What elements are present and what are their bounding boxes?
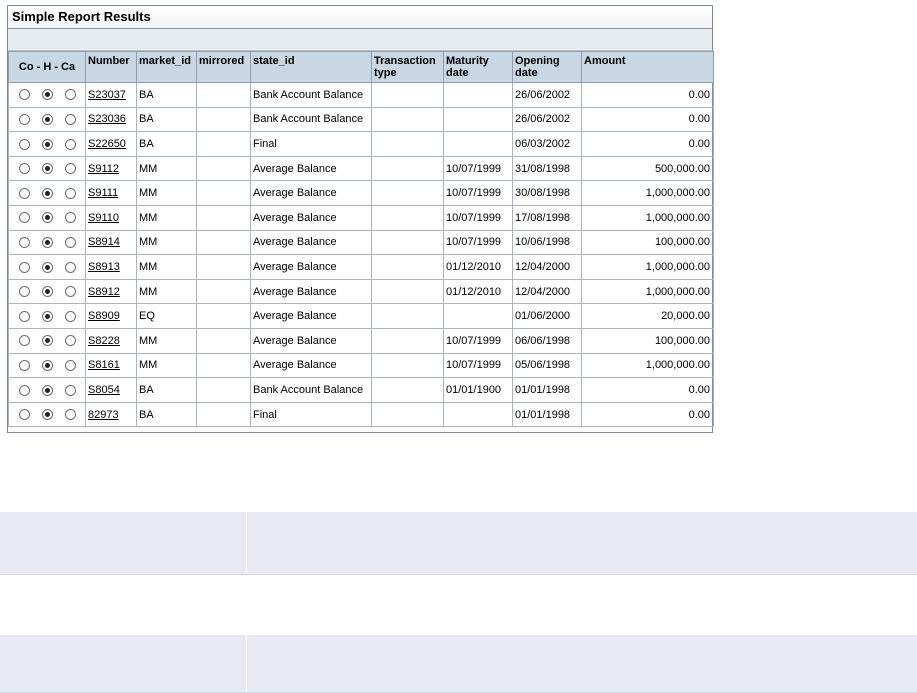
radio-h[interactable] — [42, 335, 53, 346]
radio-ca[interactable] — [65, 212, 76, 223]
opening-date-cell: 30/08/1998 — [513, 181, 582, 206]
transaction-type-cell — [372, 328, 444, 353]
radio-co[interactable] — [19, 163, 30, 174]
co-h-ca-radio-group — [9, 181, 86, 206]
state-id-cell: Average Balance — [251, 156, 372, 181]
maturity-date-cell — [444, 402, 513, 427]
mirrored-cell — [197, 107, 251, 132]
radio-ca[interactable] — [65, 89, 76, 100]
co-h-ca-radio-group — [9, 205, 86, 230]
opening-date-cell: 26/06/2002 — [513, 107, 582, 132]
radio-co[interactable] — [19, 114, 30, 125]
table-row — [9, 353, 714, 378]
radio-h[interactable] — [42, 360, 53, 371]
column-header-maturity-date: Maturity date — [444, 52, 513, 83]
maturity-date-cell: 10/07/1999 — [444, 205, 513, 230]
transaction-type-cell — [372, 304, 444, 329]
table-header-row — [9, 52, 714, 83]
radio-co[interactable] — [19, 237, 30, 248]
radio-h[interactable] — [42, 163, 53, 174]
deal-number-link[interactable]: S8909 — [88, 310, 120, 323]
number-cell — [86, 279, 137, 304]
maturity-date-cell: 10/07/1999 — [444, 353, 513, 378]
maturity-date-cell: 10/07/1999 — [444, 328, 513, 353]
radio-ca[interactable] — [65, 311, 76, 322]
radio-ca[interactable] — [65, 409, 76, 420]
radio-h[interactable] — [42, 89, 53, 100]
number-cell — [86, 107, 137, 132]
co-h-ca-radio-group — [9, 378, 86, 403]
table-row — [9, 181, 714, 206]
column-header-transaction-type: Transaction type — [372, 52, 444, 83]
mirrored-cell — [197, 132, 251, 157]
opening-date-cell: 06/06/1998 — [513, 328, 582, 353]
number-cell — [86, 328, 137, 353]
table-row — [9, 304, 714, 329]
radio-ca[interactable] — [65, 262, 76, 273]
deal-number-link[interactable]: S23037 — [88, 88, 126, 101]
deal-number-link[interactable]: S9111 — [88, 187, 119, 200]
report-panel — [7, 5, 713, 433]
maturity-date-cell — [444, 132, 513, 157]
amount-cell: 1,000,000.00 — [582, 255, 714, 280]
opening-date-cell: 01/01/1998 — [513, 402, 582, 427]
deal-number-link[interactable]: 82973 — [88, 408, 119, 421]
mirrored-cell — [197, 230, 251, 255]
state-id-cell: Average Balance — [251, 181, 372, 206]
state-id-cell: Average Balance — [251, 353, 372, 378]
market-id-cell: MM — [137, 353, 197, 378]
state-id-cell: Bank Account Balance — [251, 83, 372, 108]
mirrored-cell — [197, 328, 251, 353]
amount-cell: 1,000,000.00 — [582, 181, 714, 206]
radio-h[interactable] — [42, 212, 53, 223]
state-id-cell: Average Balance — [251, 328, 372, 353]
transaction-type-cell — [372, 353, 444, 378]
radio-co[interactable] — [19, 212, 30, 223]
mirrored-cell — [197, 279, 251, 304]
number-cell — [86, 304, 137, 329]
table-row — [9, 83, 714, 108]
transaction-type-cell — [372, 255, 444, 280]
radio-ca[interactable] — [65, 335, 76, 346]
number-cell — [86, 255, 137, 280]
column-header-opening-date: Opening date — [513, 52, 582, 83]
number-cell — [86, 353, 137, 378]
transaction-type-cell — [372, 132, 444, 157]
maturity-date-cell: 10/07/1999 — [444, 230, 513, 255]
radio-co[interactable] — [19, 262, 30, 273]
radio-co[interactable] — [19, 360, 30, 371]
number-cell — [86, 83, 137, 108]
market-id-cell: MM — [137, 328, 197, 353]
radio-co[interactable] — [19, 409, 30, 420]
results-table — [8, 51, 714, 427]
radio-h[interactable] — [42, 114, 53, 125]
table-row — [9, 378, 714, 403]
report-toolbar-strip — [8, 29, 712, 51]
amount-cell: 0.00 — [582, 83, 714, 108]
transaction-type-cell — [372, 83, 444, 108]
deal-number-link[interactable]: S8913 — [88, 260, 120, 273]
mirrored-cell — [197, 378, 251, 403]
radio-co[interactable] — [19, 188, 30, 199]
state-id-cell: Final — [251, 132, 372, 157]
info-bar-divider — [246, 635, 247, 692]
amount-cell: 1,000,000.00 — [582, 353, 714, 378]
radio-ca[interactable] — [65, 385, 76, 396]
radio-ca[interactable] — [65, 286, 76, 297]
maturity-date-cell: 01/01/1900 — [444, 378, 513, 403]
amount-cell: 0.00 — [582, 378, 714, 403]
table-row — [9, 156, 714, 181]
opening-date-cell: 12/04/2000 — [513, 255, 582, 280]
transaction-type-cell — [372, 230, 444, 255]
opening-date-cell: 01/01/1998 — [513, 378, 582, 403]
transaction-type-cell — [372, 156, 444, 181]
table-row — [9, 205, 714, 230]
info-bar-divider — [246, 512, 247, 574]
transaction-type-cell — [372, 402, 444, 427]
amount-cell: 100,000.00 — [582, 328, 714, 353]
number-cell — [86, 402, 137, 427]
column-header-co-h-ca: Co - H - Ca — [9, 52, 86, 83]
radio-co[interactable] — [19, 335, 30, 346]
deal-number-link[interactable]: S8054 — [88, 383, 120, 396]
amount-cell: 0.00 — [582, 402, 714, 427]
market-id-cell: EQ — [137, 304, 197, 329]
deal-number-link[interactable]: S9110 — [88, 211, 119, 224]
report-title: Simple Report Results — [8, 6, 712, 29]
radio-h[interactable] — [42, 188, 53, 199]
number-cell — [86, 181, 137, 206]
table-row — [9, 402, 714, 427]
table-row — [9, 255, 714, 280]
amount-cell: 100,000.00 — [582, 230, 714, 255]
state-id-cell: Average Balance — [251, 230, 372, 255]
table-row — [9, 132, 714, 157]
state-id-cell: Average Balance — [251, 205, 372, 230]
opening-date-cell: 26/06/2002 — [513, 83, 582, 108]
maturity-date-cell: 01/12/2010 — [444, 255, 513, 280]
radio-h[interactable] — [42, 262, 53, 273]
deal-number-link[interactable]: S8912 — [88, 285, 120, 298]
market-id-cell: MM — [137, 181, 197, 206]
co-h-ca-radio-group — [9, 83, 86, 108]
deal-number-link[interactable]: S9112 — [88, 162, 119, 175]
radio-h[interactable] — [42, 409, 53, 420]
opening-date-cell: 31/08/1998 — [513, 156, 582, 181]
radio-ca[interactable] — [65, 114, 76, 125]
market-id-cell: BA — [137, 378, 197, 403]
state-id-cell: Final — [251, 402, 372, 427]
market-id-cell: MM — [137, 279, 197, 304]
market-id-cell: BA — [137, 107, 197, 132]
deal-number-link[interactable]: S23036 — [88, 113, 126, 126]
results-body — [9, 83, 714, 427]
radio-ca[interactable] — [65, 360, 76, 371]
maturity-date-cell: 10/07/1999 — [444, 181, 513, 206]
maturity-date-cell — [444, 83, 513, 108]
maturity-date-cell — [444, 107, 513, 132]
table-row — [9, 107, 714, 132]
column-header-number: Number — [86, 52, 137, 83]
co-h-ca-radio-group — [9, 255, 86, 280]
mirrored-cell — [197, 83, 251, 108]
co-h-ca-radio-group — [9, 156, 86, 181]
market-id-cell: MM — [137, 205, 197, 230]
radio-h[interactable] — [42, 385, 53, 396]
state-id-cell: Average Balance — [251, 255, 372, 280]
market-id-cell: BA — [137, 83, 197, 108]
radio-ca[interactable] — [65, 188, 76, 199]
radio-h[interactable] — [42, 286, 53, 297]
opening-date-cell: 17/08/1998 — [513, 205, 582, 230]
transaction-type-cell — [372, 107, 444, 132]
radio-co[interactable] — [19, 286, 30, 297]
maturity-date-cell: 10/07/1999 — [444, 156, 513, 181]
table-row — [9, 230, 714, 255]
transaction-type-cell — [372, 205, 444, 230]
radio-h[interactable] — [42, 311, 53, 322]
transaction-type-cell — [372, 378, 444, 403]
radio-ca[interactable] — [65, 237, 76, 248]
state-id-cell: Bank Account Balance — [251, 378, 372, 403]
market-id-cell: MM — [137, 255, 197, 280]
maturity-date-cell: 01/12/2010 — [444, 279, 513, 304]
mirrored-cell — [197, 402, 251, 427]
amount-cell: 1,000,000.00 — [582, 205, 714, 230]
amount-cell: 1,000,000.00 — [582, 279, 714, 304]
number-cell — [86, 230, 137, 255]
co-h-ca-radio-group — [9, 230, 86, 255]
opening-date-cell: 01/06/2000 — [513, 304, 582, 329]
state-id-cell: Average Balance — [251, 279, 372, 304]
mirrored-cell — [197, 181, 251, 206]
number-cell — [86, 156, 137, 181]
column-header-mirrored: mirrored — [197, 52, 251, 83]
column-header-amount: Amount — [582, 52, 714, 83]
co-h-ca-radio-group — [9, 279, 86, 304]
number-cell — [86, 378, 137, 403]
radio-co[interactable] — [19, 139, 30, 150]
table-row — [9, 279, 714, 304]
maturity-date-cell — [444, 304, 513, 329]
table-row — [9, 328, 714, 353]
deal-number-link[interactable]: S22650 — [88, 137, 126, 150]
market-id-cell: BA — [137, 132, 197, 157]
amount-cell: 500,000.00 — [582, 156, 714, 181]
opening-date-cell: 06/03/2002 — [513, 132, 582, 157]
state-id-cell: Bank Account Balance — [251, 107, 372, 132]
deal-number-link[interactable]: S8228 — [88, 334, 120, 347]
opening-date-cell: 05/06/1998 — [513, 353, 582, 378]
co-h-ca-radio-group — [9, 107, 86, 132]
co-h-ca-radio-group — [9, 328, 86, 353]
info-bar-top — [0, 512, 917, 575]
number-cell — [86, 205, 137, 230]
column-header-market-id: market_id — [137, 52, 197, 83]
radio-co[interactable] — [19, 89, 30, 100]
mirrored-cell — [197, 353, 251, 378]
market-id-cell: MM — [137, 156, 197, 181]
mirrored-cell — [197, 304, 251, 329]
amount-cell: 0.00 — [582, 107, 714, 132]
deal-number-link[interactable]: S8914 — [88, 236, 120, 249]
column-header-state-id: state_id — [251, 52, 372, 83]
opening-date-cell: 10/06/1998 — [513, 230, 582, 255]
market-id-cell: MM — [137, 230, 197, 255]
info-bar-bottom — [0, 635, 917, 693]
mirrored-cell — [197, 255, 251, 280]
deal-number-link[interactable]: S8161 — [88, 359, 120, 372]
co-h-ca-radio-group — [9, 304, 86, 329]
radio-ca[interactable] — [65, 163, 76, 174]
radio-ca[interactable] — [65, 139, 76, 150]
transaction-type-cell — [372, 181, 444, 206]
radio-h[interactable] — [42, 139, 53, 150]
co-h-ca-radio-group — [9, 353, 86, 378]
opening-date-cell: 12/04/2000 — [513, 279, 582, 304]
mirrored-cell — [197, 205, 251, 230]
co-h-ca-radio-group — [9, 132, 86, 157]
market-id-cell: BA — [137, 402, 197, 427]
amount-cell: 20,000.00 — [582, 304, 714, 329]
co-h-ca-radio-group — [9, 402, 86, 427]
mirrored-cell — [197, 156, 251, 181]
amount-cell: 0.00 — [582, 132, 714, 157]
number-cell — [86, 132, 137, 157]
radio-co[interactable] — [19, 385, 30, 396]
radio-h[interactable] — [42, 237, 53, 248]
transaction-type-cell — [372, 279, 444, 304]
radio-co[interactable] — [19, 311, 30, 322]
state-id-cell: Average Balance — [251, 304, 372, 329]
